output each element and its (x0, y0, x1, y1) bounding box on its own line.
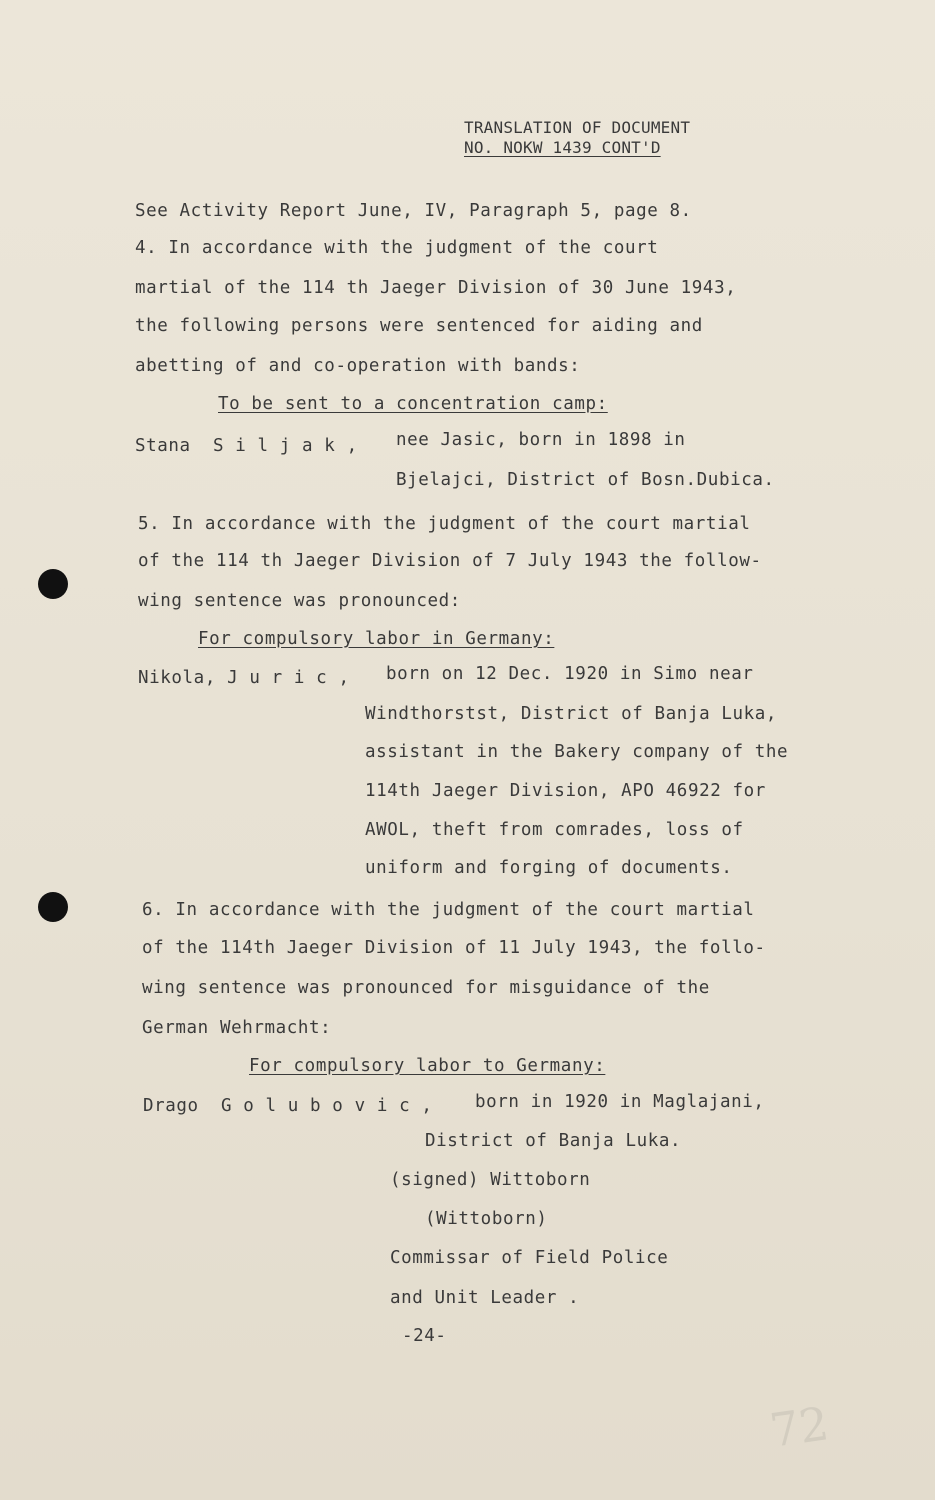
body-line: of the 114 th Jaeger Division of 7 July 1943 the follow- (138, 551, 762, 571)
section-heading-compulsory-labor-germany: For compulsory labor to Germany: (249, 1056, 606, 1076)
punch-hole-bottom (38, 892, 68, 922)
entry-name: Nikola, J u r i c , (138, 668, 350, 688)
body-line: See Activity Report June, IV, Paragraph 5, page 8. (135, 201, 692, 221)
body-line: the following persons were sentenced for aiding and (135, 316, 703, 336)
body-line: of the 114th Jaeger Division of 11 July 1943, the follo- (142, 938, 766, 958)
body-line: abetting of and co-operation with bands: (135, 356, 581, 376)
body-line: 4. In accordance with the judgment of the court (135, 238, 659, 258)
entry-detail: 114th Jaeger Division, APO 46922 for (365, 781, 766, 801)
entry-detail: assistant in the Bakery company of the (365, 742, 789, 762)
entry-name: Stana S i l j a k , (135, 436, 358, 456)
entry-detail: born on 12 Dec. 1920 in Simo near (386, 664, 754, 684)
body-line: 6. In accordance with the judgment of the court martial (142, 900, 755, 920)
entry-detail: born in 1920 in Maglajani, (475, 1092, 765, 1112)
body-line: wing sentence was pronounced for misguidance of the (142, 978, 710, 998)
entry-detail: AWOL, theft from comrades, loss of (365, 820, 744, 840)
body-line: German Wehrmacht: (142, 1018, 332, 1038)
signature-name: (Wittoborn) (425, 1209, 548, 1229)
pencil-page-mark: 72 (766, 1396, 833, 1458)
signature-title: Commissar of Field Police (390, 1248, 669, 1268)
entry-name: Drago G o l u b o v i c , (143, 1096, 433, 1116)
section-heading-concentration-camp: To be sent to a concentration camp: (218, 394, 608, 414)
page-number: -24- (402, 1326, 447, 1346)
header-document-number: NO. NOKW 1439 CONT'D (464, 138, 661, 157)
body-line: 5. In accordance with the judgment of the court martial (138, 514, 751, 534)
punch-hole-top (38, 569, 68, 599)
header-title: TRANSLATION OF DOCUMENT (464, 118, 691, 137)
signature-signed: (signed) Wittoborn (390, 1170, 591, 1190)
signature-title: and Unit Leader . (390, 1288, 580, 1308)
body-line: wing sentence was pronounced: (138, 591, 461, 611)
entry-detail: District of Banja Luka. (425, 1131, 682, 1151)
entry-detail: uniform and forging of documents. (365, 858, 733, 878)
section-heading-compulsory-labor: For compulsory labor in Germany: (198, 629, 555, 649)
entry-detail: nee Jasic, born in 1898 in (396, 430, 686, 450)
entry-detail: Windthorstst, District of Banja Luka, (365, 704, 778, 724)
body-line: martial of the 114 th Jaeger Division of 30 June 1943, (135, 278, 737, 298)
entry-detail: Bjelajci, District of Bosn.Dubica. (396, 470, 775, 490)
